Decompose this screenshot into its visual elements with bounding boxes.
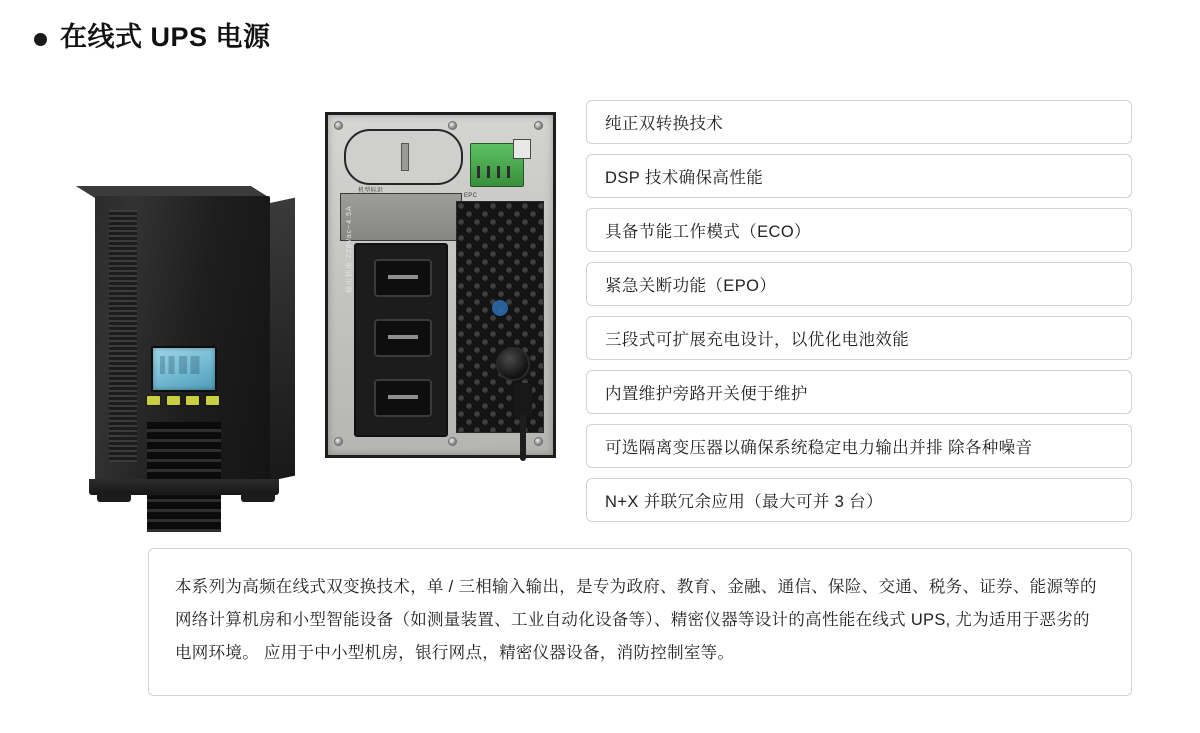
button-4-icon bbox=[206, 396, 219, 405]
page-title bbox=[34, 24, 271, 51]
output-socket-label: 输出插座 220Vac~4.5A bbox=[346, 205, 353, 293]
epc-label-text: EPC bbox=[464, 193, 478, 199]
description-box bbox=[148, 548, 1132, 696]
tower-side-face bbox=[270, 198, 295, 481]
fan-hub-icon bbox=[492, 300, 508, 316]
description-text: 本系列为高频在线式双变换技术，单 / 三相输入输出，是专为政府、教育、金融、通信、保险、交通、税务、证券、能源等的网络计算机房和小型智能设备（如测量装置、工业自动化设备等）、精密仪器等设计的高性能在线式 UPS, 尤为适用于恶劣的电网环境。 应用于中小型机房，银行网点，精密仪器设备，消防控制室等。 bbox=[175, 578, 1097, 662]
lcd-display bbox=[151, 346, 217, 392]
usb-port-icon bbox=[513, 139, 531, 159]
feature-item: 纯正双转换技术 bbox=[586, 100, 1132, 144]
rear-label-plate bbox=[344, 129, 463, 185]
feature-list bbox=[586, 100, 1132, 532]
output-socket bbox=[374, 319, 432, 357]
control-buttons bbox=[147, 396, 219, 408]
screw-icon bbox=[448, 437, 457, 446]
button-2-icon bbox=[167, 396, 180, 405]
tower-lower-vents bbox=[147, 422, 221, 532]
screw-icon bbox=[334, 121, 343, 130]
feature-item: 三段式可扩展充电设计，以优化电池效能 bbox=[586, 316, 1132, 360]
tower-vent-grill-icon bbox=[109, 210, 137, 462]
output-socket bbox=[374, 259, 432, 297]
circuit-breaker-icon bbox=[496, 347, 530, 381]
ups-rear-panel-image bbox=[325, 112, 556, 458]
feature-item: 紧急关断功能（EPO） bbox=[586, 262, 1132, 306]
feature-item: 可选隔离变压器以确保系统稳定电力输出并排 除各种噪音 bbox=[586, 424, 1132, 468]
output-socket-group bbox=[346, 205, 448, 437]
tower-front-face bbox=[95, 196, 270, 481]
button-3-icon bbox=[186, 396, 199, 405]
ups-tower-image bbox=[95, 196, 295, 496]
page-title-text: 在线式 UPS 电源 bbox=[60, 22, 271, 52]
product-image-area bbox=[60, 96, 580, 516]
feature-item: DSP 技术确保高性能 bbox=[586, 154, 1132, 198]
screw-icon bbox=[534, 121, 543, 130]
tower-foot-right bbox=[241, 493, 275, 502]
button-1-icon bbox=[147, 396, 160, 405]
rear-ventilation-strip bbox=[340, 193, 462, 241]
output-socket bbox=[374, 379, 432, 417]
screw-icon bbox=[448, 121, 457, 130]
tower-foot-left bbox=[97, 493, 131, 502]
feature-item: N+X 并联冗余应用（最大可并 3 台） bbox=[586, 478, 1132, 522]
bullet-icon bbox=[34, 33, 47, 46]
power-cable bbox=[514, 383, 532, 417]
rear-label-text: 机型标识 bbox=[358, 188, 384, 194]
screw-icon bbox=[334, 437, 343, 446]
feature-item: 内置维护旁路开关便于维护 bbox=[586, 370, 1132, 414]
screw-icon bbox=[534, 437, 543, 446]
feature-item: 具备节能工作模式（ECO） bbox=[586, 208, 1132, 252]
